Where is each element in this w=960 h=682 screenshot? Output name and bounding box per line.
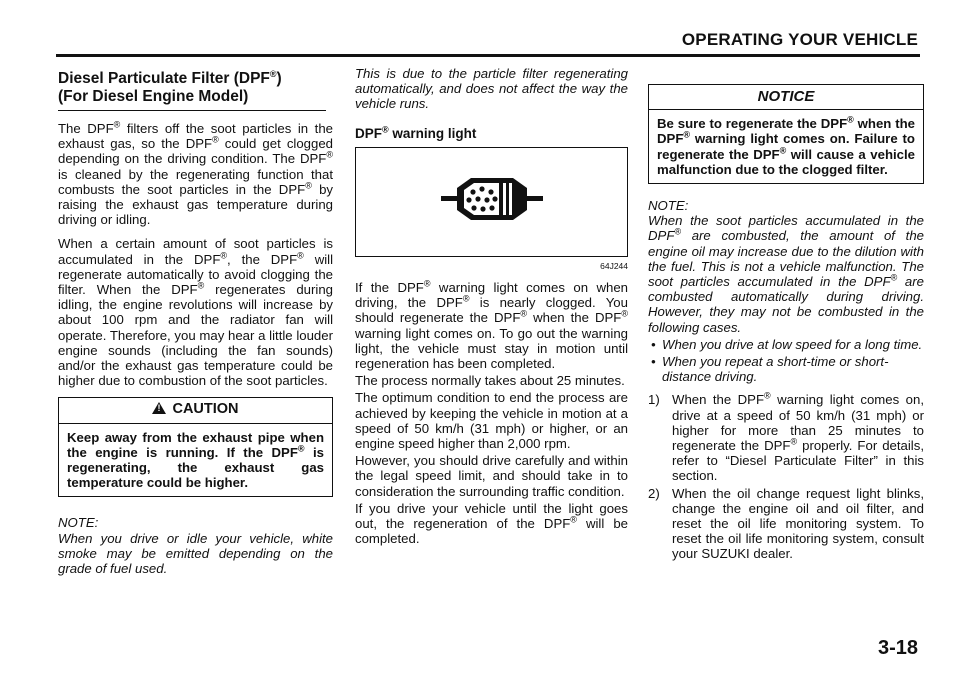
section-title-line2: (For Diesel Engine Model) — [58, 88, 249, 105]
caution-label: CAUTION — [172, 401, 239, 418]
caution-text: Keep away from the exhaust pipe when the engine is running. If the DPF® is regenerating, the exhaust gas temperature could be higher. — [67, 429, 324, 491]
caution-header — [59, 398, 332, 423]
dpf-intro-paragraph: The DPF® filters off the soot particles in the exhaust gas, so the DPF® could get clogged depending on the driving condition. The DPF® is cleaned by the regenerating function that combusts the soot particles in the DPF® by raising the exhaust gas temperature during driving or idling. — [58, 119, 334, 228]
notice-label: NOTICE — [649, 85, 923, 110]
optimum-condition-paragraph: The optimum condition to end the process are achieved by keeping the vehicle in motion at a speed of 50 km/h (31 mph) or higher, or an engine speed higher than 2,000 rpm. — [355, 390, 628, 452]
notice-text: Be sure to regenerate the DPF® when the DPF® warning light comes on. Failure to regenerate the DPF® will cause a vehicle malfunction due to the clogged filter. — [657, 114, 915, 177]
warning-light-figure — [355, 147, 628, 257]
dpf-warning-icon — [437, 174, 547, 230]
caution-box — [58, 397, 333, 497]
note-label-right: NOTE: — [648, 198, 689, 214]
note-text: When you drive or idle your vehicle, white smoke may be emitted depending on the grade of fuel used. — [58, 530, 333, 577]
figure-code: 64J244 — [600, 260, 628, 271]
step-text: When the DPF® warning light comes on, drive at a speed of 50 km/h (31 mph) or higher for more than 25 minutes to regenerate the DPF® properly. For details, refer to “Diesel Particulate Filter” in this section. — [672, 391, 924, 484]
process-duration-paragraph: The process normally takes about 25 minutes. — [355, 373, 625, 389]
column-right — [648, 66, 924, 564]
regeneration-intro: This is due to the particle filter regenerating automatically, and does not affect the way the vehicle runs. — [355, 66, 628, 112]
note-text-right: When the soot particles accumulated in the DPF® are combusted, the amount of the engine oil may increase due to the dilution with the fuel. This is not a vehicle malfunction. The soot particles accumulated in the DPF® are combusted automatically during driving. However, they may not be combusted in the following cases. — [648, 213, 924, 335]
list-item — [648, 485, 924, 562]
column-left — [58, 66, 333, 585]
note-label: NOTE: — [58, 515, 99, 531]
section-title — [58, 66, 326, 111]
step-text: When the oil change request light blinks, change the engine oil and oil filter, and reset the oil life monitoring system. To reset the oil life monitoring system, consult your SUZUKI dealer. — [672, 485, 924, 562]
notice-box — [648, 84, 924, 184]
list-item: • When you drive at low speed for a long time. — [662, 337, 924, 352]
dpf-regeneration-paragraph: When a certain amount of soot particles is accumulated in the DPF®, the DPF® will regenerate automatically to avoid clogging the filter. When the DPF® regenerates during idling, the engine revolutions will increase by about 100 rpm and the radiator fan will operate. Therefore, you may hear a little louder engine sounds (including the fan sounds) and/or the exhaust gas temperature could be higher due to combustion of the soot particles. — [58, 236, 334, 389]
completion-paragraph: If you drive your vehicle until the light goes out, the regeneration of the DPF® will be completed. — [355, 500, 629, 547]
warning-light-paragraph: If the DPF® warning light comes on when driving, the DPF® is nearly clogged. You should regenerate the DPF® when the DPF® warning light comes on. To go out the warning light, the vehicle must stay in motion until regeneration has been completed. — [355, 278, 628, 372]
page-number: 3-18 — [877, 637, 918, 659]
step-number: 2) — [648, 485, 660, 501]
page-header-title: OPERATING YOUR VEHICLE — [681, 30, 918, 49]
list-item — [648, 391, 924, 484]
column-middle — [355, 66, 628, 555]
list-item: • When you repeat a short-time or short-distance driving. — [662, 354, 924, 384]
warning-triangle-icon — [152, 402, 166, 414]
section-title-line1: Diesel Particulate Filter (DPF®) — [58, 68, 282, 87]
step-number: 1) — [648, 392, 660, 408]
steps-list — [648, 392, 924, 561]
drive-carefully-paragraph: However, you should drive carefully and within the legal speed limit, and should take in to consideration the surrounding traffic condition. — [355, 453, 628, 499]
header-rule — [56, 54, 920, 57]
warning-light-title: DPF® warning light — [355, 124, 477, 141]
note-bullet-list — [648, 337, 924, 385]
